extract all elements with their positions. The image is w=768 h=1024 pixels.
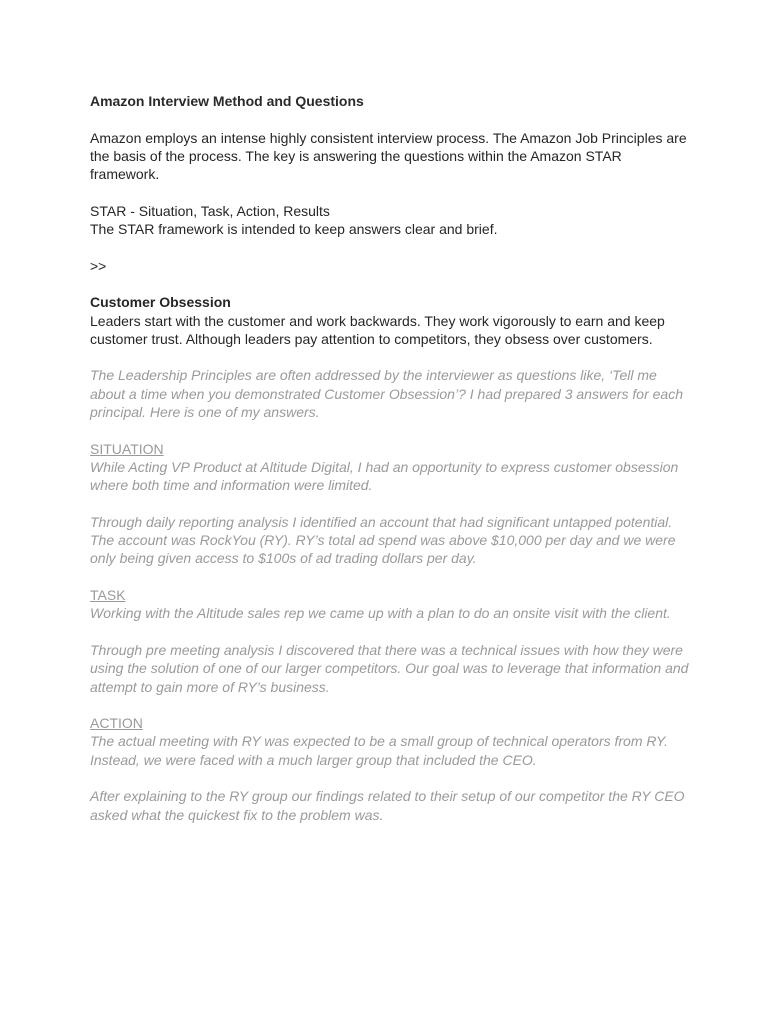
spacer (90, 110, 690, 128)
intro-paragraph: Amazon employs an intense highly consistent interview process. The Amazon Job Principles are the basis of the process. The key is answering the questions within the Amazon STAR framework. (90, 129, 687, 183)
situation-label: SITUATION (90, 440, 164, 457)
spacer (90, 568, 690, 586)
spacer (90, 238, 690, 256)
principle-heading: Customer Obsession (90, 294, 231, 311)
task-label: TASK (90, 587, 126, 604)
situation-paragraph-1: While Acting VP Product at Altitude Digital, I had an opportunity to express customer obsession where both time and information were limited. (90, 458, 679, 494)
principle-text: Leaders start with the customer and work backwards. They work vigorously to earn and keep customer trust. Although leaders pay attention to competitors, they obsess over customers. (90, 312, 665, 347)
spacer (90, 421, 690, 439)
action-label: ACTION (90, 715, 143, 732)
task-paragraph-2: Through pre meeting analysis I discovered that there was a technical issues with how they were using the solution of one of our larger competitors. Our goal was to leverage that information and attempt to gain more of RY’s business. (90, 641, 689, 695)
star-purpose: The STAR framework is intended to keep answers clear and brief. (90, 221, 498, 238)
action-paragraph-1: The actual meeting with RY was expected to be a small group of technical operators from RY. Instead, we were faced with a much larger group that included the CEO. (90, 733, 668, 768)
spacer (90, 183, 690, 201)
document-page (90, 92, 690, 824)
task-paragraph-1: Working with the Altitude sales rep we came up with a plan to do an onsite visit with the client. (90, 605, 671, 622)
spacer (90, 275, 690, 293)
document-title: Amazon Interview Method and Questions (90, 93, 364, 109)
answer-intro: The Leadership Principles are often addressed by the interviewer as questions like, ‘Tell me about a time when you demonstrated Customer Obsession’? I had prepared 3 answers for each principal. Here is one of my answers. (90, 367, 683, 421)
section-marker: >> (90, 257, 107, 274)
spacer (90, 348, 690, 366)
situation-paragraph-2: Through daily reporting analysis I identified an account that had significant untapped potential. The account was RockYou (RY). RY’s total ad spend was above $10,000 per day and we were only being given access to $100s of ad trading dollars per day. (90, 513, 676, 567)
spacer (90, 495, 690, 513)
spacer (90, 696, 690, 714)
star-definition: STAR - Situation, Task, Action, Results (90, 202, 330, 219)
action-paragraph-2: After explaining to the RY group our findings related to their setup of our competitor the RY CEO asked what the quickest fix to the problem was. (90, 788, 685, 823)
spacer (90, 769, 690, 787)
spacer (90, 623, 690, 641)
